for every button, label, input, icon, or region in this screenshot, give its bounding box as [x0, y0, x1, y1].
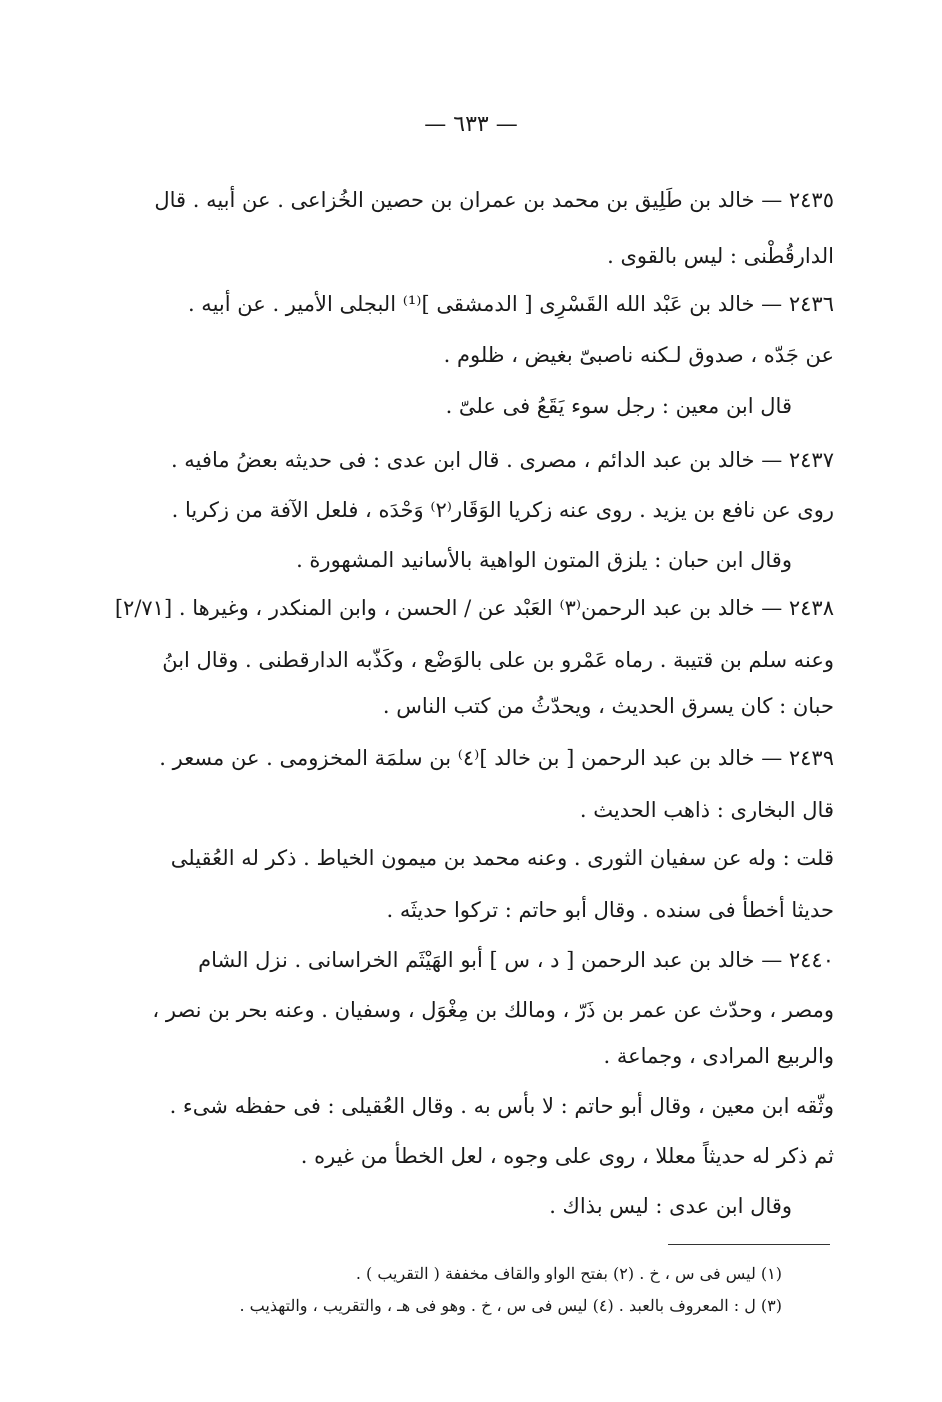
entry-2439-line-4: حديثا أخطأ فى سنده . وقال أبو حاتم : تركوا حديثَه .	[386, 898, 834, 922]
entry-2440-line-2: ومصر ، وحدّث عن عمر بن ذَرّ ، ومالك بن مِغْوَل ، وسفيان . وعنه بحر بن نصر ،	[152, 998, 834, 1022]
entry-2439-line-1: ٢٤٣٩ — خالد بن عبد الرحمن [ بن خالد ]⁽٤⁾ بن سلمَة المخزومى . عن مسعر .	[159, 746, 834, 770]
entry-2440-line-1: ٢٤٤٠ — خالد بن عبد الرحمن [ د ، س ] أبو الهَيْثَم الخراسانى . نزل الشام	[198, 948, 834, 972]
entry-2440-line-5: ثم ذكر له حديثاً معللا ، روى على وجوه ، لعل الخطأ من غيره .	[300, 1144, 834, 1168]
entry-2440-line-6: وقال ابن عدى : ليس بذاك .	[549, 1194, 792, 1218]
entry-2436-line-2: عن جَدّه ، صدوق لـكنه ناصبىّ بغيض ، ظلوم .	[443, 343, 834, 367]
entry-2435-line-2: الدارقُطْنى : ليس بالقوى .	[607, 244, 834, 268]
page-number: — ٦٣٣ —	[424, 112, 518, 137]
footnote-rule	[668, 1244, 830, 1245]
entry-2437-line-2: روى عن نافع بن يزيد . روى عنه زكريا الوَقَار⁽٢⁾ وَحْدَه ، فلعل الآفة من زكريا .	[171, 498, 834, 522]
footnote-line-2: (٣) ل : المعروف بالعبد . (٤) ليس فى س ، خ . وهو فى هـ ، والتقريب ، والتهذيب .	[239, 1296, 782, 1315]
entry-2436-line-3: قال ابن معين : رجل سوء يَقَعُ فى علىّ .	[445, 394, 792, 418]
entry-2438-line-2: وعنه سلم بن قتيبة . رماه عَمْرو بن على بالوَضْع ، وكَذّبه الدارقطنى . وقال ابنُ	[162, 648, 834, 672]
entry-2439-line-3: قلت : وله عن سفيان الثورى . وعنه محمد بن ميمون الخياط . ذكر له العُقيلى	[170, 846, 834, 870]
entry-2439-line-2: قال البخارى : ذاهب الحديث .	[579, 798, 834, 822]
entry-2440-line-4: وثّقه ابن معين ، وقال أبو حاتم : لا بأس به . وقال العُقيلى : فى حفظه شىء .	[169, 1094, 834, 1118]
entry-2438-line-3: حبان : كان يسرق الحديث ، ويحدّثُ من كتب الناس .	[382, 694, 834, 718]
entry-2436-line-1: ٢٤٣٦ — خالد بن عَبْد الله القَسْرِى [ الدمشقى ]⁽¹⁾ البجلى الأمير . عن أبيه .	[187, 292, 834, 316]
entry-2435-line-1: ٢٤٣٥ — خالد بن طَلِيق بن محمد بن عمران بن حصين الخُزاعى . عن أبيه . قال	[154, 188, 834, 212]
entry-2437-line-3: وقال ابن حبان : يلزق المتون الواهية بالأسانيد المشهورة .	[296, 548, 792, 572]
entry-2440-line-3: والربيع المرادى ، وجماعة .	[603, 1044, 834, 1068]
footnote-line-1: (١) ليس فى س ، خ . (٢) بفتح الواو والقاف مخففة ( التقريب ) .	[355, 1264, 782, 1283]
entry-2438-line-1: ٢٤٣٨ — خالد بن عبد الرحمن⁽٣⁾ العَبْد عن / الحسن ، وابن المنكدر ، وغيرها . [٢/٧١]	[114, 596, 834, 620]
entry-2437-line-1: ٢٤٣٧ — خالد بن عبد الدائم ، مصرى . قال ابن عدى : فى حديثه بعضُ مافيه .	[170, 448, 834, 472]
